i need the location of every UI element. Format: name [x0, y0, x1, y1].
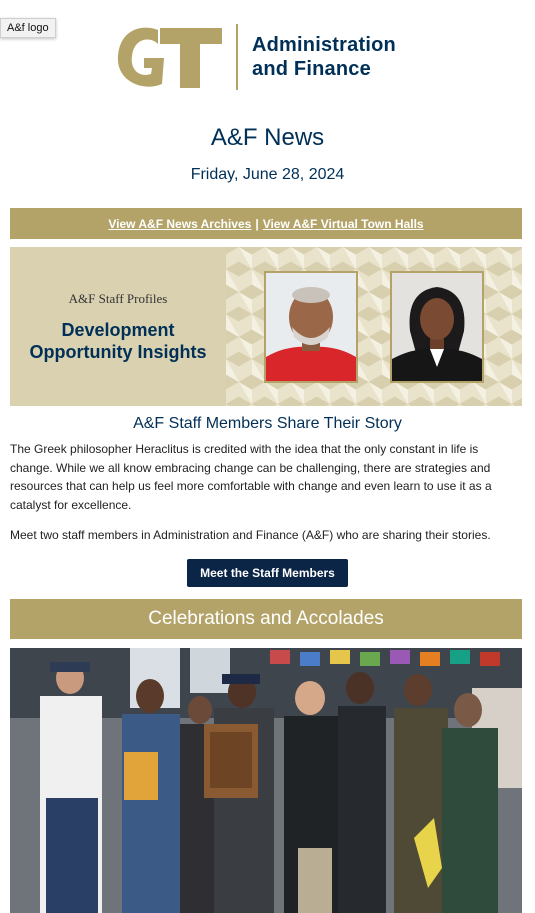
staff-portrait-2 — [390, 271, 484, 383]
celebration-group-photo[interactable] — [10, 648, 522, 913]
banner-title-line2: Opportunity Insights — [29, 342, 207, 362]
logo-wordmark — [252, 33, 396, 81]
gt-logo-icon[interactable] — [114, 22, 226, 92]
banner-title-line1: Development — [61, 320, 175, 340]
celebrations-heading: Celebrations and Accolades — [10, 599, 522, 639]
town-halls-link[interactable]: View A&F Virtual Town Halls — [262, 216, 424, 231]
header — [0, 0, 535, 110]
cta-container — [0, 559, 535, 587]
newsletter-title: A&F News — [210, 124, 325, 151]
banner-title — [10, 319, 226, 363]
staff-profiles-banner[interactable] — [10, 247, 522, 406]
link-separator: | — [255, 216, 259, 231]
portrait-man-icon — [266, 273, 356, 381]
newsletter-date: Friday, June 28, 2024 — [190, 166, 345, 183]
staff-portrait-1 — [264, 271, 358, 383]
logo-tooltip: A&f logo — [0, 18, 56, 38]
logo-line2: and Finance — [252, 58, 371, 80]
story-paragraph-2: Meet two staff members in Administration and Finance (A&F) who are sharing their stories. — [10, 528, 491, 542]
archives-link[interactable]: View A&F News Archives — [108, 216, 252, 231]
meet-staff-button[interactable]: Meet the Staff Members — [187, 559, 348, 587]
group-photo-image — [10, 648, 522, 913]
story-heading: A&F Staff Members Share Their Story — [133, 415, 402, 432]
banner-subtitle: A&F Staff Profiles — [68, 291, 168, 306]
portrait-woman-icon — [392, 273, 482, 381]
story-paragraph-1: The Greek philosopher Heraclitus is credited with the idea that the only constant in life is change. While we all know embracing change can be challenging, there are strategies and resources that can help us feel more comfortable with change and even learn to use it as a catalyst for excellence. — [10, 442, 492, 512]
logo-line1: Administration — [252, 34, 396, 56]
logo-divider — [236, 24, 238, 90]
archive-links-bar — [10, 208, 522, 239]
